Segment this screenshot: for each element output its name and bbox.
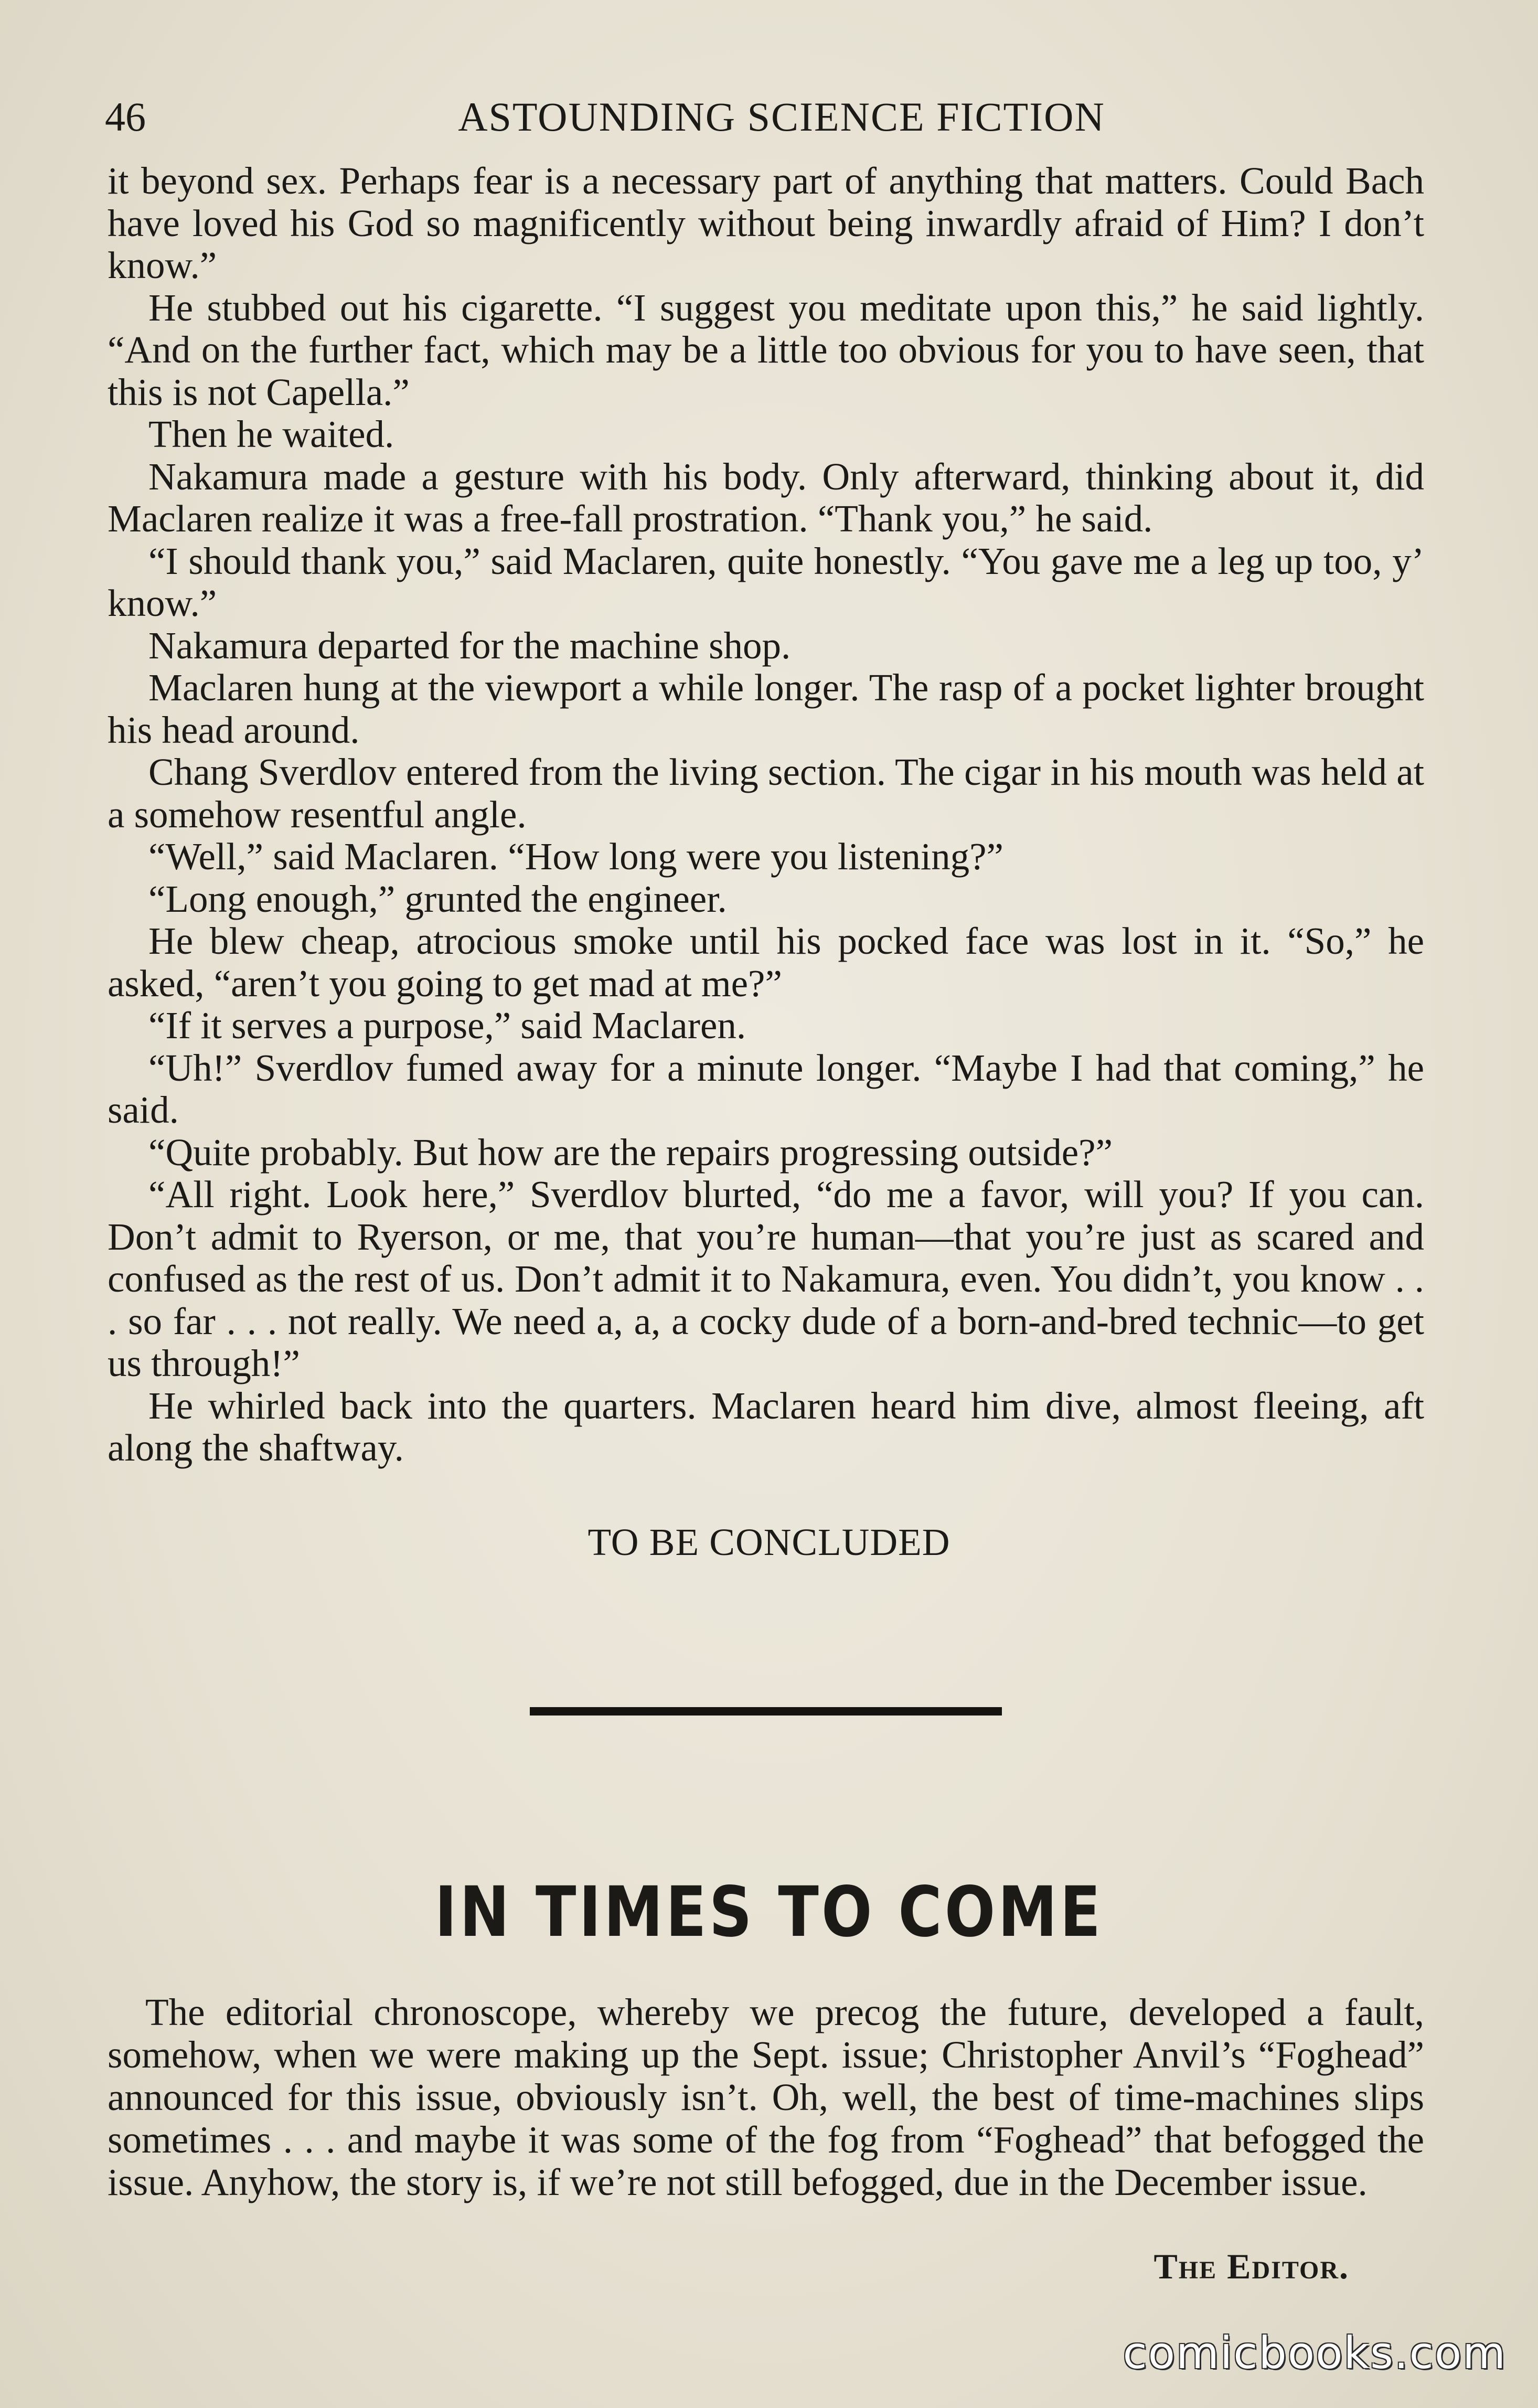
story-paragraph: “Uh!” Sverdlov fumed away for a minute longer. “Maybe I had that coming,” he said. [108,1046,1424,1131]
story-paragraph: He blew cheap, atrocious smoke until his pocked face was lost in it. “So,” he asked, “aren’t you going to get mad at me?” [108,920,1424,1005]
story-paragraph: Chang Sverdlov entered from the living section. The cigar in his mouth was held at a somehow resentful angle. [108,751,1424,836]
editorial-text [108,1991,1424,2203]
to-be-concluded-label: TO BE CONCLUDED [588,1521,950,1563]
story-paragraph: it beyond sex. Perhaps fear is a necessary part of anything that matters. Could Bach have loved his God so magnificently without being inwardly afraid of Him? I don’t know.” [108,159,1424,286]
story-paragraph: Then he waited. [148,413,394,455]
page-header [105,88,1427,146]
story-paragraph: “I should thank you,” said Maclaren, quite honestly. “You gave me a leg up too, y’ know.” [108,539,1424,624]
story-paragraph: “Well,” said Maclaren. “How long were you listening?” [148,835,1003,878]
watermark-text: comicbooks.com [1123,2327,1507,2379]
story-paragraph: Nakamura departed for the machine shop. [148,624,791,667]
section-title: IN TIMES TO COME [434,1872,1104,1953]
running-head: ASTOUNDING SCIENCE FICTION [458,94,1105,140]
story-paragraph: Maclaren hung at the viewport a while longer. The rasp of a pocket lighter brought his head around. [108,666,1424,751]
story-paragraph: Nakamura made a gesture with his body. Only afterward, thinking about it, did Maclaren realize it was a free-fall prostration. “Thank you,” he said. [108,455,1424,540]
editorial-paragraph: The editorial chronoscope, whereby we precog the future, developed a fault, somehow, when we were making up the Sept. issue; Christopher Anvil’s “Foghead” announced for this issue, obviously isn’t. Oh, well, the best of time-machines slips sometimes . . . and maybe it was some of the fog from “Foghead” that befogged the issue. Anyhow, the story is, if we’re not still befogged, due in the December issue. [108,1991,1424,2203]
story-paragraph: “Long enough,” grunted the engineer. [148,877,727,920]
story-paragraph: “Quite probably. But how are the repairs progressing outside?” [148,1131,1113,1174]
editor-signature: The Editor. [1154,2246,1349,2286]
story-paragraph: “If it serves a purpose,” said Maclaren. [148,1004,746,1047]
story-paragraph: He whirled back into the quarters. Maclaren heard him dive, almost fleeing, aft along the shaftway. [108,1384,1424,1469]
story-paragraph: He stubbed out his cigarette. “I suggest you meditate upon this,” he said lightly. “And on the further fact, which may be a little too obvious for you to have seen, that this is not Capella.” [108,286,1424,413]
section-divider [530,1707,1002,1716]
page-number: 46 [105,94,146,140]
story-text [108,160,1424,1469]
story-paragraph: “All right. Look here,” Sverdlov blurted, “do me a favor, will you? If you can. Don’t admit to Ryerson, or me, that you’re human—that you’re just as scared and confused as the rest of us. Don’t admit it to Nakamura, even. You didn’t, you know . . . so far . . . not really. We need a, a, a cocky dude of a born-and-bred technic—to get us through!” [108,1173,1424,1384]
